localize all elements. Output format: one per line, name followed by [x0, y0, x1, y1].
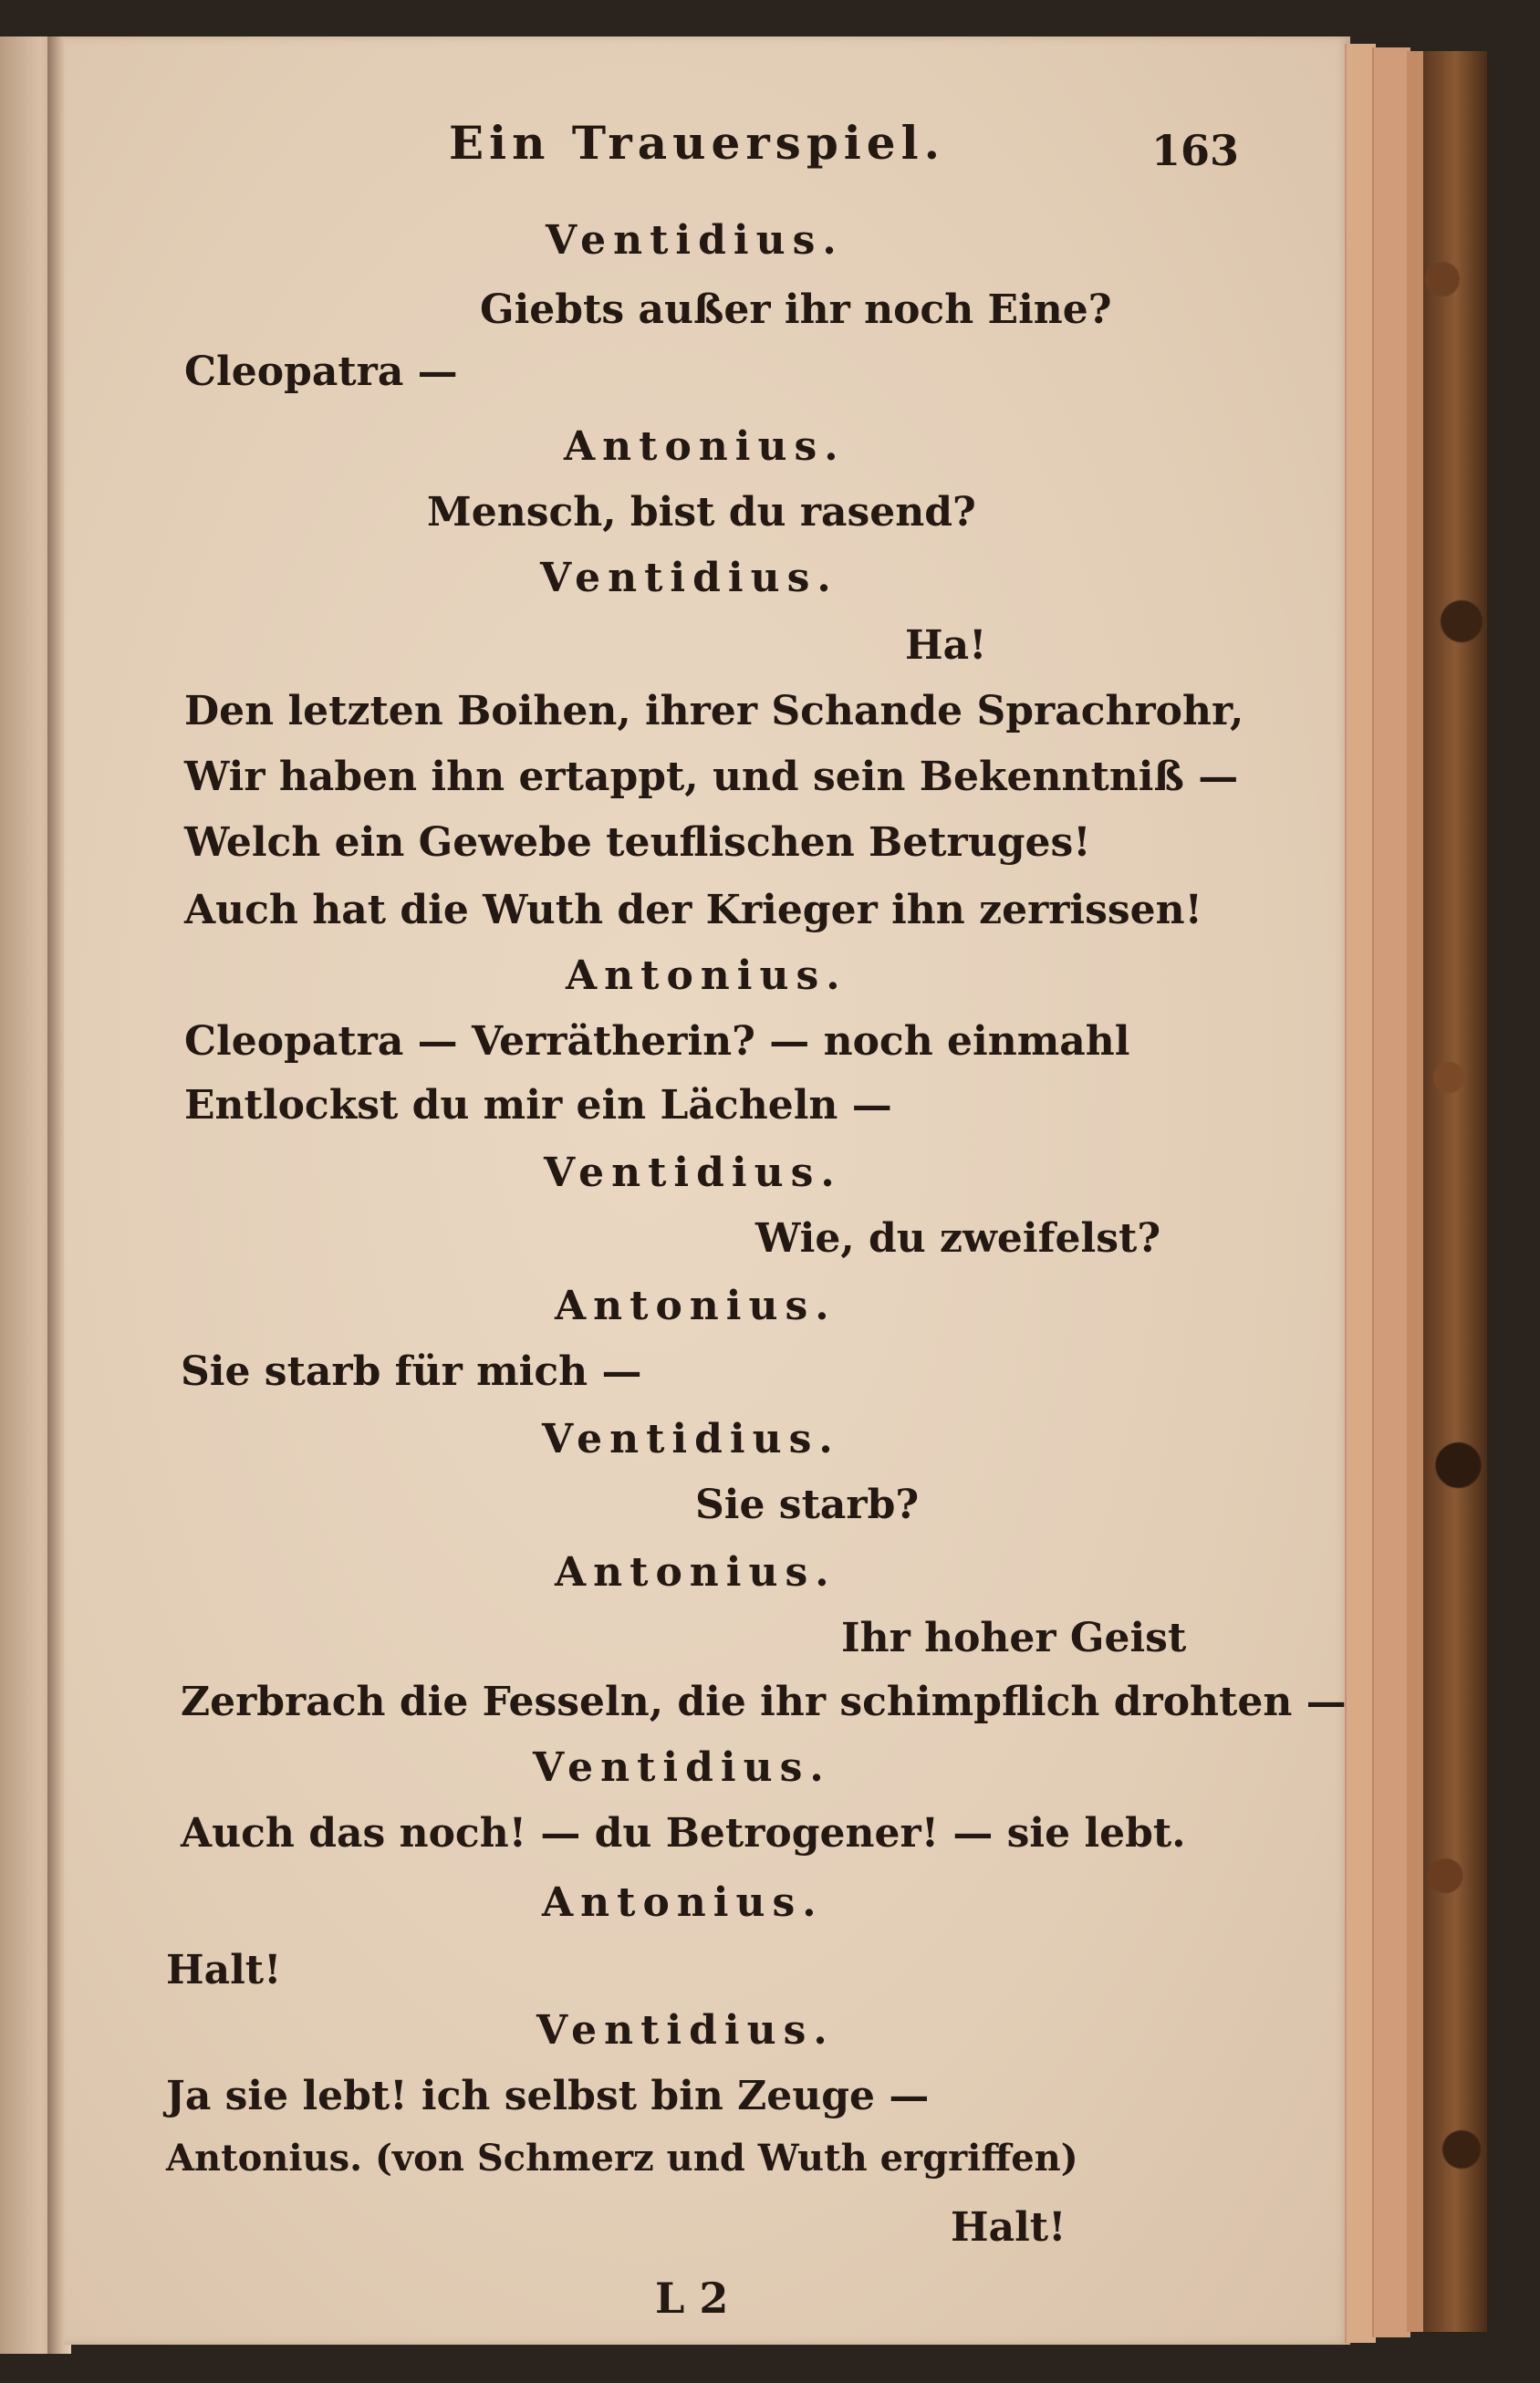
speaker-heading: Ventidius.: [544, 1150, 842, 1196]
verse-line: Ha!: [905, 622, 987, 669]
speaker-heading: Antonius.: [555, 1283, 837, 1329]
verse-line: Zerbrach die Fesseln, die ihr schimpflich drohten —: [181, 1679, 1347, 1725]
verse-line: Ihr hoher Geist: [841, 1615, 1187, 1661]
verse-line: Den letzten Boihen, ihrer Schande Sprachrohr,: [184, 688, 1244, 734]
verse-line: Wir haben ihn ertappt, und sein Bekenntniß —: [184, 754, 1239, 800]
verse-line: Ja sie lebt! ich selbst bin Zeuge —: [166, 2073, 930, 2119]
verse-line: Entlockst du mir ein Lächeln —: [184, 1082, 892, 1129]
speaker-heading: Ventidius.: [542, 1416, 840, 1462]
verse-line: Sie starb für mich —: [181, 1348, 642, 1395]
verse-line: Auch hat die Wuth der Krieger ihn zerrissen!: [184, 887, 1202, 933]
running-title: Ein Trauerspiel.: [449, 116, 945, 170]
speaker-heading: Ventidius.: [536, 2007, 835, 2054]
speaker-heading: Ventidius.: [540, 555, 838, 601]
verse-line: Cleopatra — Verrätherin? — noch einmahl: [184, 1018, 1130, 1065]
signature-mark: L 2: [655, 2274, 729, 2323]
speaker-heading: Antonius.: [564, 423, 846, 470]
speaker-heading: Ventidius.: [546, 217, 844, 264]
verse-line: Welch ein Gewebe teuflischen Betruges!: [184, 819, 1091, 866]
speaker-heading: Antonius.: [555, 1549, 837, 1596]
verse-line: Giebts außer ihr noch Eine?: [480, 286, 1112, 333]
speaker-heading: Ventidius.: [533, 1744, 831, 1791]
verse-line: Sie starb?: [695, 1482, 920, 1528]
stage-direction-line: Antonius. (von Schmerz und Wuth ergriffen): [166, 2137, 1078, 2180]
verse-line: Cleopatra —: [184, 349, 458, 395]
speaker-heading: Antonius.: [566, 952, 848, 999]
verse-line: Wie, du zweifelst?: [755, 1215, 1161, 1262]
page-number: 163: [1151, 126, 1240, 175]
speaker-heading: Antonius.: [542, 1879, 824, 1926]
verse-line: Halt!: [951, 2204, 1067, 2251]
verse-line: Auch das noch! — du Betrogener! — sie lebt.: [181, 1810, 1186, 1857]
verse-line: Mensch, bist du rasend?: [427, 489, 976, 536]
verse-line: Halt!: [166, 1947, 282, 1993]
